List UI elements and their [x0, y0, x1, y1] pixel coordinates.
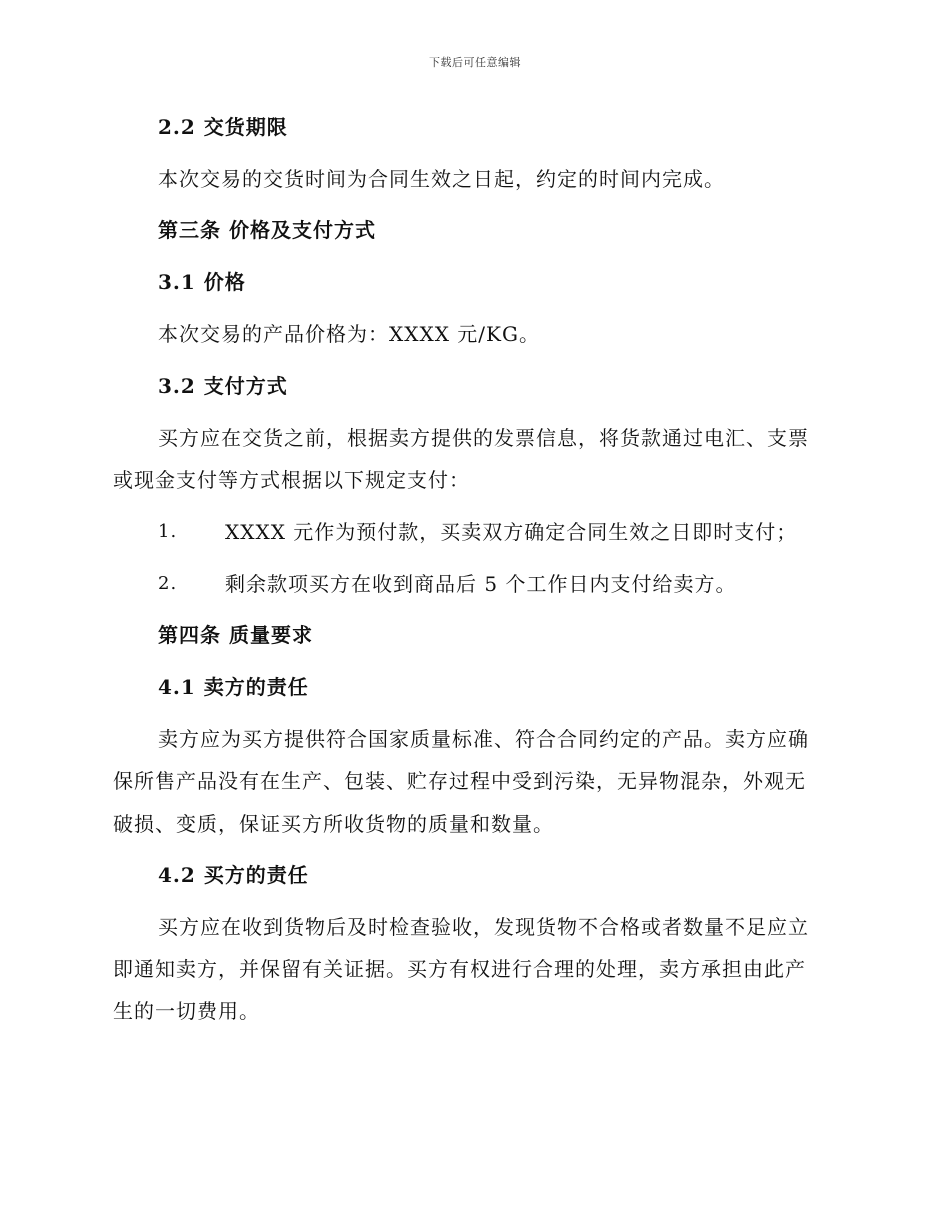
paragraph-seller-line-2: 保所售产品没有在生产、包装、贮存过程中受到污染，无异物混杂，外观无: [113, 769, 806, 793]
article-4-heading: 第四条 质量要求: [158, 623, 313, 647]
page-header-note: 下载后可任意编辑: [429, 56, 521, 69]
paragraph-seller-line-3: 破损、变质，保证买方所收货物的质量和数量。: [113, 812, 554, 836]
paragraph-delivery-period: 本次交易的交货时间为合同生效之日起，约定的时间内完成。: [158, 167, 725, 191]
paragraph-buyer-line-2: 即通知卖方，并保留有关证据。买方有权进行合理的处理，卖方承担由此产: [113, 957, 806, 981]
article-3-heading: 第三条 价格及支付方式: [158, 218, 376, 242]
list-item-number-2: 2.: [158, 573, 178, 594]
list-item-number-1: 1.: [158, 521, 178, 542]
section-heading-3-1: 3.1 价格: [158, 270, 246, 294]
list-item-text-2: 剩余款项买方在收到商品后 5 个工作日内支付给卖方。: [225, 572, 737, 596]
section-heading-3-2: 3.2 支付方式: [158, 374, 288, 398]
section-heading-4-1: 4.1 卖方的责任: [158, 675, 309, 699]
paragraph-payment-line-1: 买方应在交货之前，根据卖方提供的发票信息，将货款通过电汇、支票: [158, 426, 809, 450]
paragraph-seller-line-1: 卖方应为买方提供符合国家质量标准、符合合同约定的产品。卖方应确: [158, 727, 809, 751]
paragraph-price: 本次交易的产品价格为：XXXX 元/KG。: [158, 322, 540, 346]
section-heading-4-2: 4.2 买方的责任: [158, 863, 309, 887]
paragraph-payment-line-2: 或现金支付等方式根据以下规定支付：: [113, 468, 470, 492]
section-heading-2-2: 2.2 交货期限: [158, 115, 288, 139]
paragraph-buyer-line-1: 买方应在收到货物后及时检查验收，发现货物不合格或者数量不足应立: [158, 915, 809, 939]
paragraph-buyer-line-3: 生的一切费用。: [113, 999, 260, 1023]
list-item-text-1: XXXX 元作为预付款，买卖双方确定合同生效之日即时支付；: [225, 520, 798, 544]
